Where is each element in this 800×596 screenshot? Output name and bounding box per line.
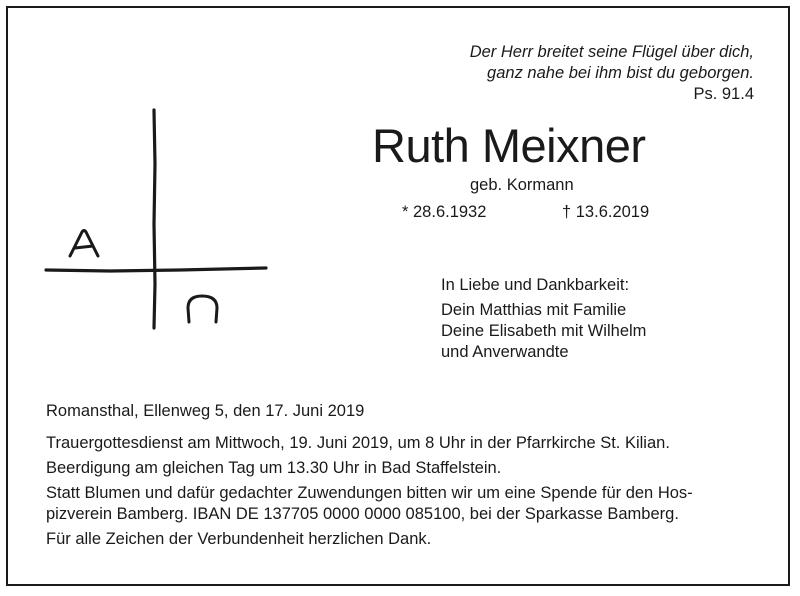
burial-info: Beerdigung am gleichen Tag um 13.30 Uhr in Bad Staffelstein. bbox=[46, 459, 502, 477]
death-date: † 13.6.2019 bbox=[562, 203, 650, 221]
cross-vertical-stroke bbox=[154, 110, 155, 328]
mourners-intro: In Liebe und Dankbarkeit: bbox=[441, 276, 630, 294]
verse-reference: Ps. 91.4 bbox=[693, 85, 754, 103]
donation-request-line-2: pizverein Bamberg. IBAN DE 137705 0000 0000 085100, bei der Sparkasse Bamberg. bbox=[46, 505, 679, 523]
birth-date: * 28.6.1932 bbox=[402, 203, 487, 221]
mourner-line: Dein Matthias mit Familie bbox=[441, 301, 627, 319]
mourner-line: und Anverwandte bbox=[441, 343, 569, 361]
place-and-date: Romansthal, Ellenweg 5, den 17. Juni 2019 bbox=[46, 402, 365, 420]
funeral-service-info: Trauergottesdienst am Mittwoch, 19. Juni 2019, um 8 Uhr in der Pfarrkirche St. Kilian. bbox=[46, 434, 670, 452]
thanks-line: Für alle Zeichen der Verbundenheit herzlichen Dank. bbox=[46, 530, 432, 548]
mourners-block bbox=[441, 275, 646, 363]
deceased-name: Ruth Meixner bbox=[372, 119, 646, 172]
alpha-omega-cross-icon bbox=[40, 104, 275, 336]
omega-letter bbox=[188, 296, 217, 322]
notice-footer bbox=[46, 401, 761, 550]
donation-request-line-1: Statt Blumen und dafür gedachter Zuwendungen bitten wir um eine Spende für den Hos- bbox=[46, 484, 693, 502]
mourner-line: Deine Elisabeth mit Wilhelm bbox=[441, 322, 647, 340]
bible-verse bbox=[470, 42, 754, 105]
verse-line-2: ganz nahe bei ihm bist du geborgen. bbox=[487, 64, 754, 82]
alpha-letter bbox=[70, 231, 98, 257]
verse-line-1: Der Herr breitet seine Flügel über dich, bbox=[469, 43, 754, 61]
maiden-name: geb. Kormann bbox=[470, 176, 574, 194]
